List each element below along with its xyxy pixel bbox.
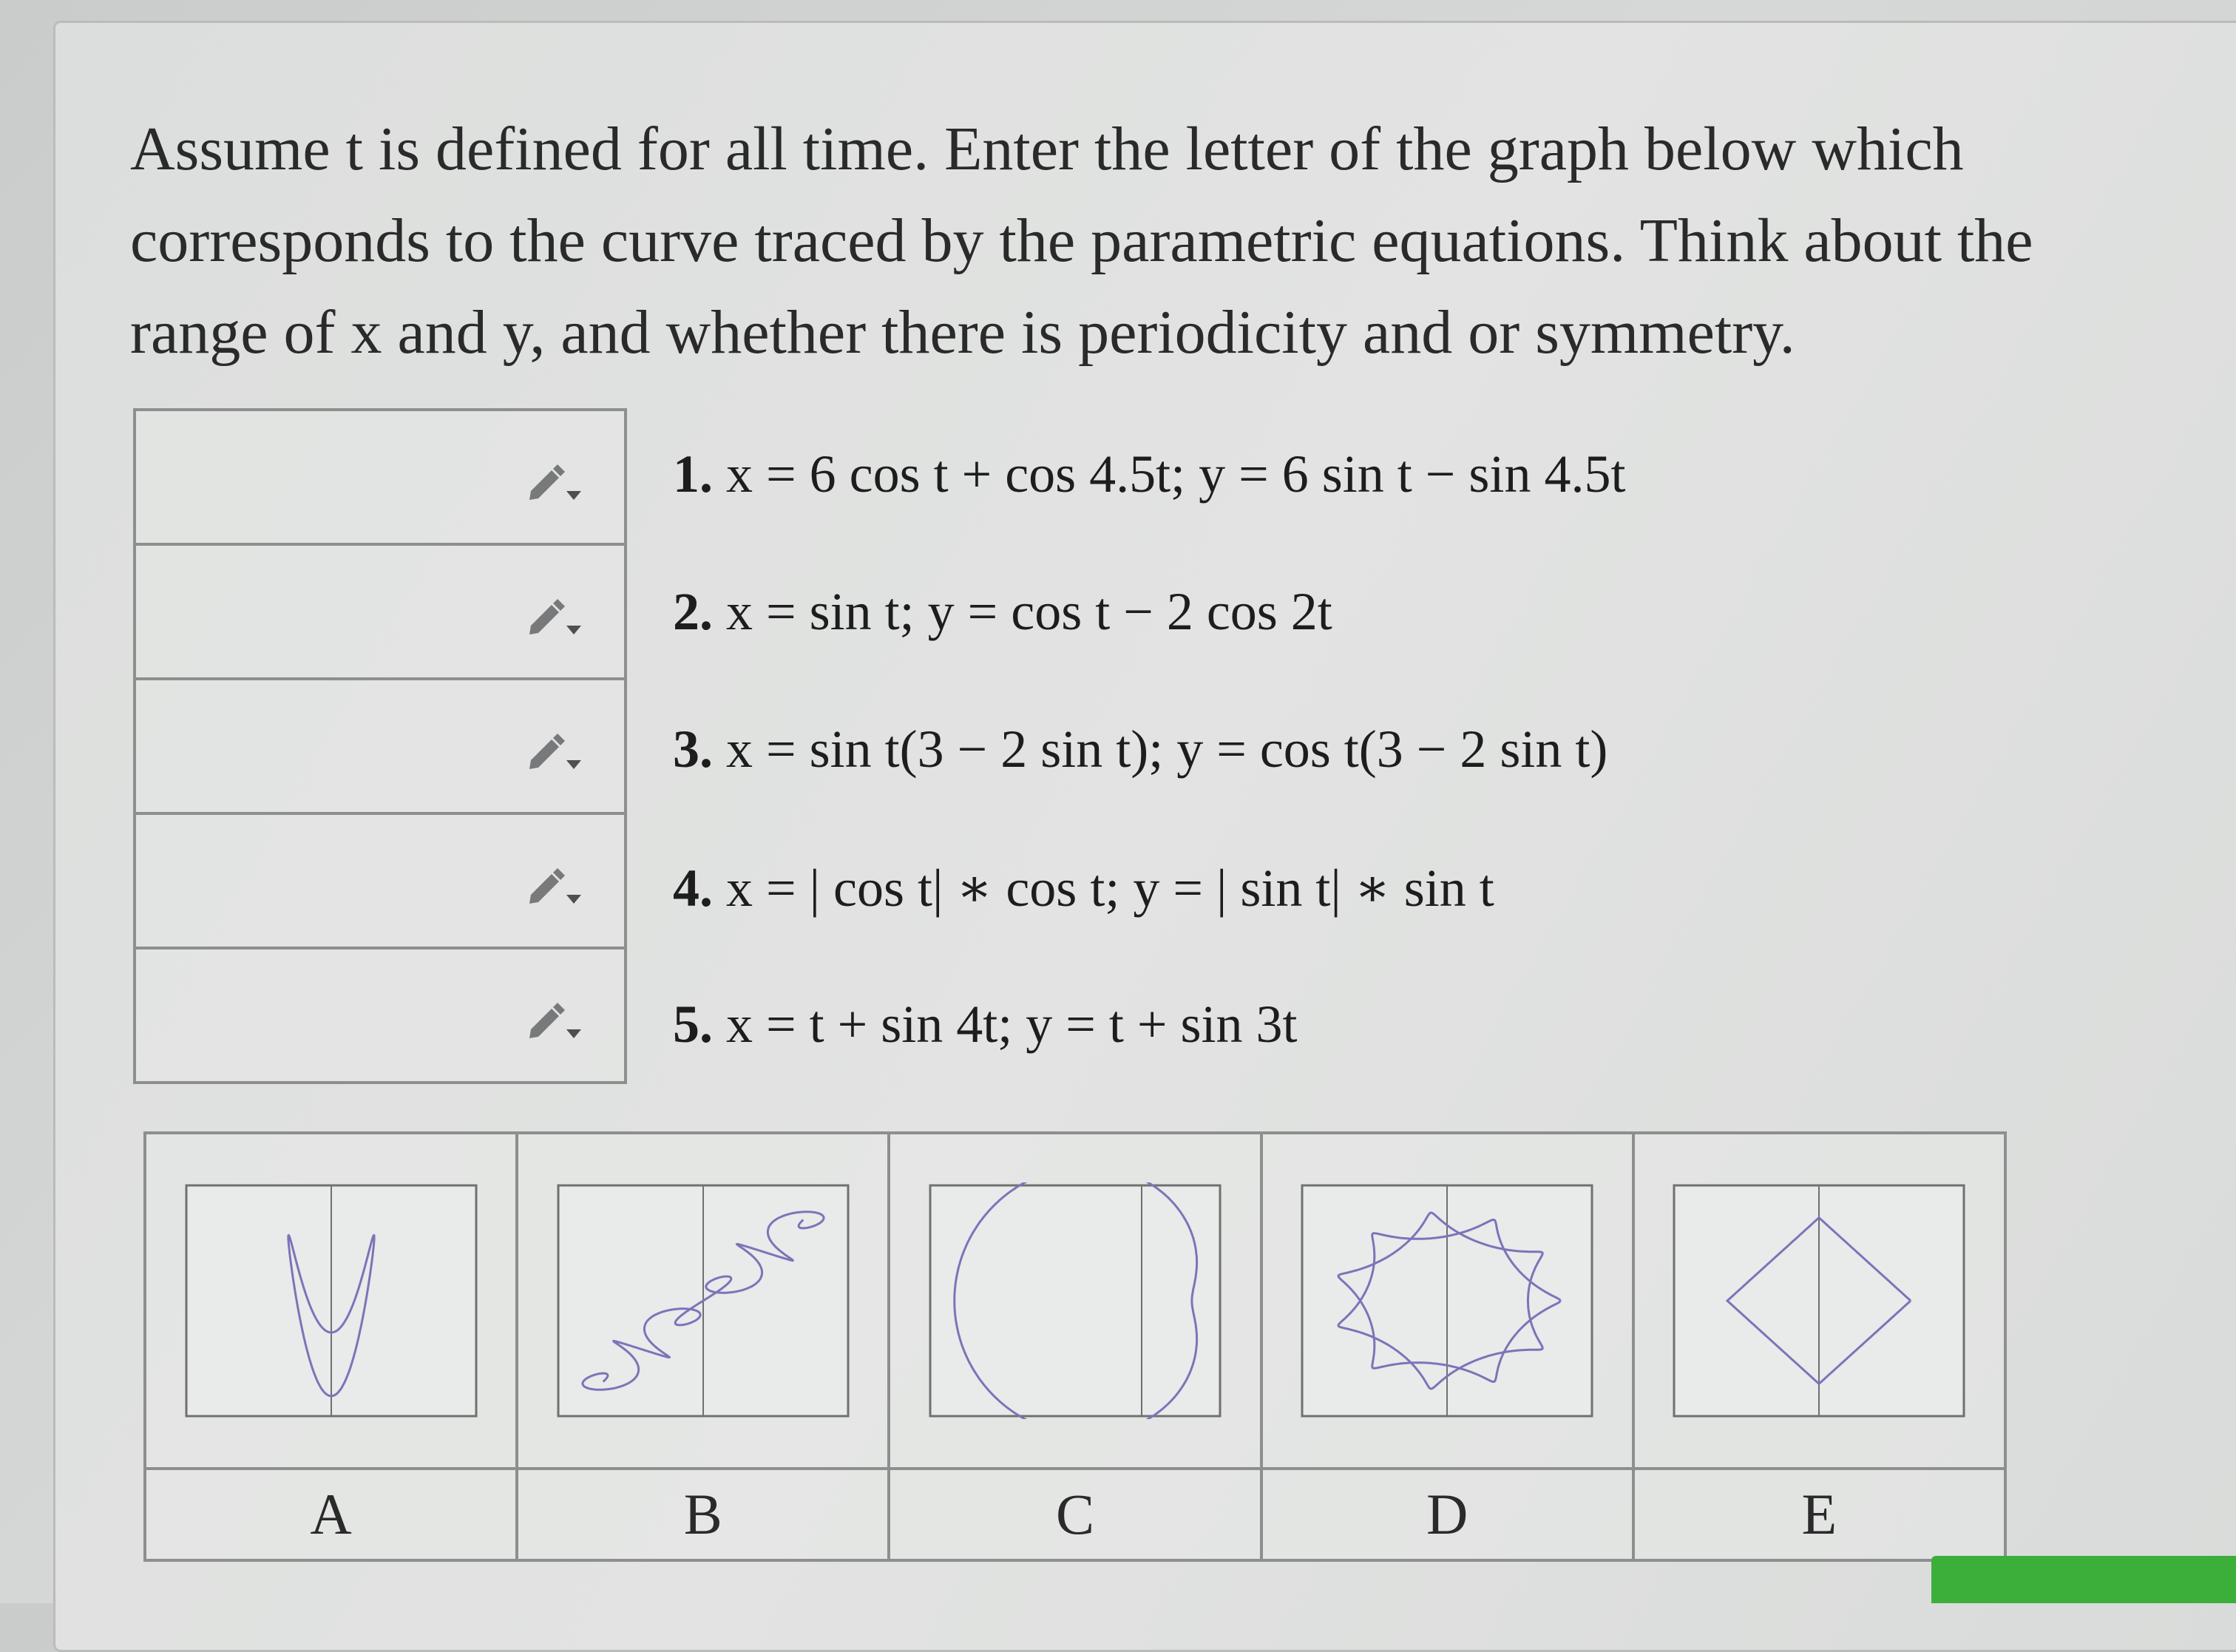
graph-cell-d [1261, 1133, 1633, 1469]
graph-d-plot [1299, 1182, 1595, 1419]
graph-b-plot [555, 1182, 851, 1419]
question-number: 5. [673, 995, 713, 1054]
answer-field-1[interactable] [135, 410, 626, 544]
question-equation: x = t + sin 4t; y = t + sin 3t [726, 995, 1298, 1054]
graph-cell-a [145, 1133, 517, 1469]
question-number: 3. [673, 720, 713, 779]
question-number: 4. [673, 859, 713, 918]
question-equation: x = sin t(3 − 2 sin t); y = cos t(3 − 2 sin t) [726, 720, 1608, 779]
question-3 [673, 719, 1607, 780]
answer-table [133, 408, 627, 1084]
graph-cell-c [889, 1133, 1261, 1469]
question-equation: x = 6 cos t + cos 4.5t; y = 6 sin t − sin 4.5t [726, 444, 1626, 504]
pencil-dropdown-icon[interactable] [525, 593, 589, 637]
graph-label-a: A [145, 1469, 517, 1560]
submit-button[interactable] [1931, 1556, 2236, 1603]
pencil-dropdown-icon[interactable] [525, 728, 589, 772]
graph-label-e: E [1633, 1469, 2005, 1560]
question-equation: x = | cos t| ∗ cos t; y = | sin t| ∗ sin t [726, 859, 1494, 918]
pencil-dropdown-icon[interactable] [525, 862, 589, 907]
graph-c-plot [927, 1182, 1223, 1419]
answer-field-2[interactable] [135, 544, 626, 679]
question-number: 2. [673, 582, 713, 641]
question-equation: x = sin t; y = cos t − 2 cos 2t [726, 582, 1332, 641]
answer-field-4[interactable] [135, 813, 626, 948]
graph-e-plot [1671, 1182, 1967, 1419]
question-2 [673, 581, 1332, 643]
graph-label-b: B [517, 1469, 889, 1560]
answer-field-3[interactable] [135, 679, 626, 813]
graph-label-c: C [889, 1469, 1261, 1560]
graph-table [143, 1131, 2007, 1562]
graph-cell-b [517, 1133, 889, 1469]
question-5 [673, 994, 1298, 1055]
pencil-dropdown-icon[interactable] [525, 458, 589, 503]
question-1 [673, 444, 1625, 505]
graph-cell-e [1633, 1133, 2005, 1469]
question-prompt: Assume t is defined for all time. Enter the letter of the graph below which corresponds to the curve traced by the parametric equations. Think about the range of x and y, and whether there is periodicity and or symmetry. [130, 115, 2033, 367]
pencil-dropdown-icon[interactable] [525, 997, 589, 1041]
graph-label-d: D [1261, 1469, 1633, 1560]
answer-field-5[interactable] [135, 948, 626, 1083]
question-number: 1. [673, 444, 713, 504]
graph-a-plot [183, 1182, 479, 1419]
question-4 [673, 856, 1494, 919]
